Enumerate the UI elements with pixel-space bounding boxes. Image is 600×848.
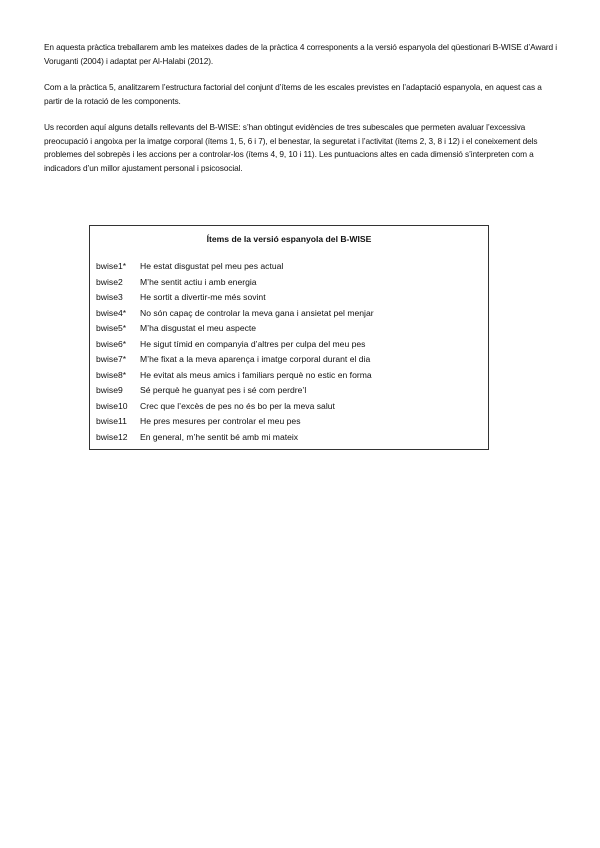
item-row: [96, 290, 374, 306]
item-code: bwise11: [96, 416, 127, 426]
item-text: He evitat als meus amics i familiars perquè no estic en forma: [140, 369, 372, 380]
item-text: Sé perquè he guanyat pes i sé com perdre’l: [140, 385, 307, 395]
item-row: [96, 259, 374, 275]
item-row: [96, 275, 374, 291]
item-row: [96, 430, 374, 446]
item-code: bwise6*: [96, 338, 127, 349]
item-text: Crec que l’excès de pes no és bo per la meva salut: [140, 400, 335, 411]
item-text: He sigut tímid en companyia d’altres per culpa del meu pes: [140, 338, 366, 349]
item-code: bwise4*: [96, 307, 127, 318]
item-code: bwise9: [96, 385, 123, 395]
item-text: He estat disgustat pel meu pes actual: [140, 261, 284, 271]
item-code: bwise7*: [96, 354, 127, 364]
items-table: [89, 225, 489, 450]
items-list: [96, 259, 374, 445]
item-code: bwise2: [96, 276, 123, 287]
item-row: [96, 337, 374, 353]
item-row: [96, 352, 374, 368]
item-text: En general, m’he sentit bé amb mi mateix: [140, 431, 299, 442]
item-text: No són capaç de controlar la meva gana i ansietat pel menjar: [140, 307, 374, 318]
item-code: bwise5*: [96, 323, 127, 333]
item-code: bwise10: [96, 400, 128, 411]
item-row: [96, 414, 374, 430]
item-code: bwise8*: [96, 369, 127, 380]
item-text: M’he fixat a la meva aparença i imatge corporal durant el dia: [140, 354, 371, 364]
items-table-title: Ítems de la versió espanyola del B-WISE: [206, 234, 372, 244]
item-code: bwise3: [96, 292, 123, 302]
item-text: M’he sentit actiu i amb energia: [140, 276, 257, 287]
item-text: M’ha disgustat el meu aspecte: [140, 323, 257, 333]
item-text: He sortit a divertir-me més sovint: [140, 292, 266, 302]
intro-paragraph-1: En aquesta pràctica treballarem amb les mateixes dades de la pràctica 4 corresponents a la versió espanyola del qüestionari B-WISE d’Award i Voruganti (2004) i adaptat per Al-Halabi (2012).: [44, 42, 557, 66]
item-code: bwise12: [96, 431, 128, 442]
item-row: [96, 399, 374, 415]
item-text: He pres mesures per controlar el meu pes: [140, 416, 301, 426]
intro-paragraph-2: Com a la pràctica 5, analitzarem l’estructura factorial del conjunt d’ítems de les escales previstes en l’adaptació espanyola, en aquest cas a partir de la rotació de les components.: [44, 82, 542, 106]
item-row: [96, 383, 374, 399]
item-row: [96, 321, 374, 337]
item-code: bwise1*: [96, 261, 127, 271]
item-row: [96, 306, 374, 322]
item-row: [96, 368, 374, 384]
intro-paragraph-3: Us recorden aquí alguns detalls rellevants del B-WISE: s’han obtingut evidències de tres subescales que permeten avaluar l’excessiva preocupació i angoixa per la imatge corporal (ítems 1, 5, 6 i 7), el benestar, la seguretat i l’activitat (ítems 2, 3, 8 i 12) i el coneixement dels problemes del sobrepès i les accions per a controlar-los (ítems 4, 9, 10 i 11). Les puntuacions altes en cada dimensió s’interpreten com a indicadors d’un millor ajustament personal i psicosocial.: [44, 122, 538, 173]
